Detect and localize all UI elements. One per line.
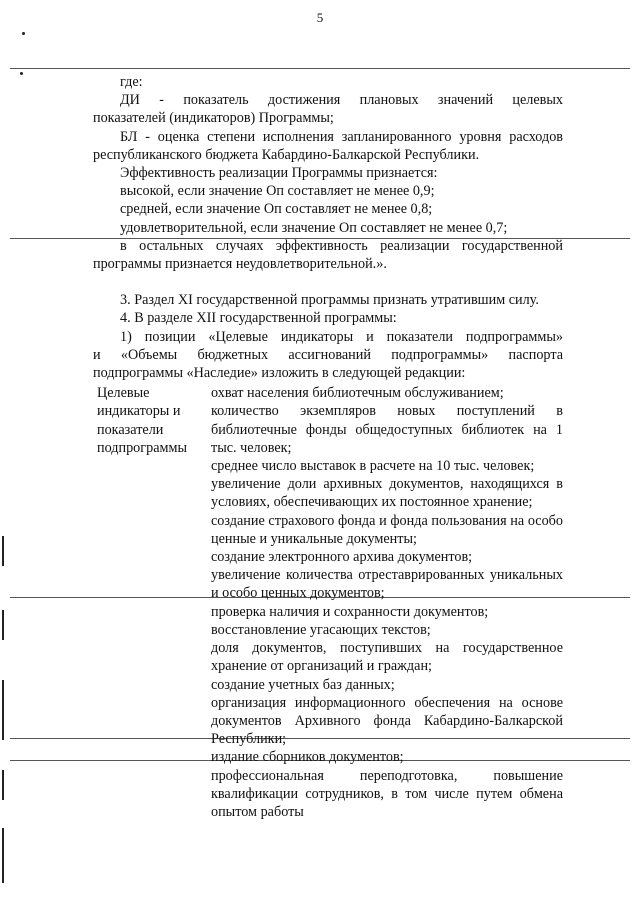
- passport-table: [93, 384, 563, 821]
- di-definition-line2: показателей (индикаторов) Программы;: [93, 110, 334, 127]
- bl-definition-line2: республиканского бюджета Кабардино-Балкарской Республики.: [93, 146, 480, 163]
- scan-margin-mark: [2, 770, 4, 800]
- bl-definition-line1: БЛ - оценка степени исполнения запланированного уровня расходов: [120, 128, 563, 145]
- passport-label-line: индикаторы и: [97, 403, 181, 420]
- efficiency-high: высокой, если значение Оп составляет не менее 0,9;: [120, 183, 435, 200]
- passport-label: [93, 384, 211, 821]
- efficiency-heading: Эффективность реализации Программы признается:: [120, 165, 438, 182]
- amendment-item-4-1-line2: и «Объемы бюджетных ассигнований подпрограммы» паспорта: [93, 346, 563, 363]
- indicator-item: увеличение доли архивных документов, находящихся в условиях, обеспечивающих их постоянное хранение;: [211, 476, 563, 511]
- indicator-item: издание сборников документов;: [211, 749, 404, 766]
- di-definition-line1: ДИ - показатель достижения плановых значений целевых: [120, 92, 563, 109]
- amendment-item-4-1-line3: подпрограммы «Наследие» изложить в следующей редакции:: [93, 365, 466, 382]
- scan-margin-mark: [2, 680, 4, 740]
- scan-speck: [22, 32, 25, 35]
- indicator-item: охват населения библиотечным обслуживанием;: [211, 385, 504, 402]
- amendment-item-4: 4. В разделе XII государственной программы:: [120, 310, 397, 327]
- scan-speck: [20, 72, 23, 75]
- document-body: [93, 73, 563, 821]
- amendment-item-4-1-line1: 1) позиции «Целевые индикаторы и показатели подпрограммы»: [120, 328, 563, 345]
- efficiency-other-line2: программы признается неудовлетворительной.».: [93, 256, 387, 273]
- indicator-item: создание страхового фонда и фонда пользования на особо ценные и уникальные документы;: [211, 512, 563, 547]
- amendment-item-3: 3. Раздел XI государственной программы признать утратившим силу.: [120, 292, 539, 309]
- passport-label-line: показатели: [97, 421, 164, 438]
- paragraph-gap: [93, 273, 563, 291]
- indicator-item: увеличение количества отреставрированных уникальных и особо ценных документов;: [211, 567, 563, 602]
- indicator-item: среднее число выставок в расчете на 10 тыс. человек;: [211, 458, 535, 475]
- indicator-item: доля документов, поступивших на государственное хранение от организаций и граждан;: [211, 640, 563, 675]
- passport-label-line: подпрограммы: [97, 439, 187, 456]
- indicator-item: количество экземпляров новых поступлений в библиотечные фонды общедоступных библиотек на 1 тыс. человек;: [211, 403, 563, 456]
- indicator-item: создание учетных баз данных;: [211, 676, 395, 693]
- indicator-item: проверка наличия и сохранности документов;: [211, 603, 489, 620]
- scan-margin-mark: [2, 610, 4, 640]
- scan-line: [10, 68, 630, 69]
- passport-indicators: [211, 384, 563, 821]
- indicator-item: создание электронного архива документов;: [211, 549, 473, 566]
- efficiency-other-line1: в остальных случаях эффективность реализации государственной: [120, 237, 563, 254]
- indicator-item: профессиональная переподготовка, повышение квалификации сотрудников, в том числе путем обмена опытом работы: [211, 767, 563, 820]
- scan-margin-mark: [2, 828, 4, 883]
- scan-margin-mark: [2, 536, 4, 566]
- efficiency-satisfactory: удовлетворительной, если значение Оп составляет не менее 0,7;: [120, 219, 508, 236]
- passport-label-line: Целевые: [97, 385, 150, 402]
- indicator-item: восстановление угасающих текстов;: [211, 621, 431, 638]
- indicator-item: организация информационного обеспечения на основе документов Архивного фонда Кабардино-Балкарской Республики;: [211, 694, 563, 748]
- page-number: 5: [316, 10, 324, 25]
- efficiency-medium: средней, если значение Оп составляет не менее 0,8;: [120, 201, 433, 218]
- where-label: где:: [120, 74, 143, 90]
